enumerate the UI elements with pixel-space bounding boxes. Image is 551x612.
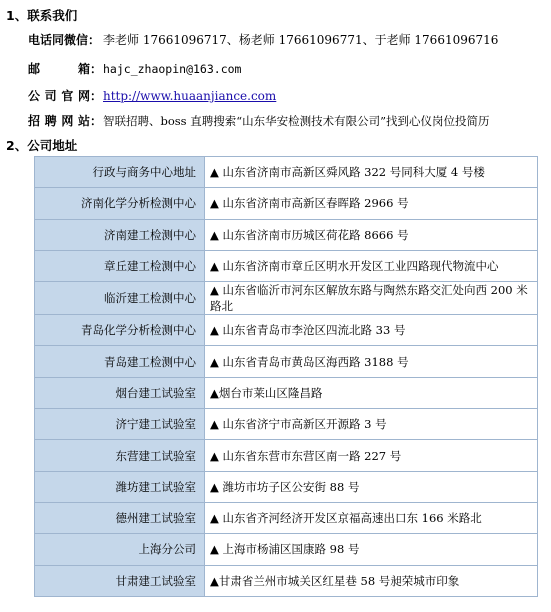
- address-org-cell: 青岛化学分析检测中心: [35, 315, 205, 346]
- address-row: [35, 534, 538, 565]
- address-location-cell: ▲ 山东省济南市高新区春晖路 2966 号: [205, 188, 538, 219]
- address-row: [35, 250, 538, 281]
- address-location-cell: ▲烟台市莱山区隆昌路: [205, 377, 538, 408]
- address-row: [35, 346, 538, 377]
- address-org-cell: 济宁建工试验室: [35, 409, 205, 440]
- address-location-cell: ▲ 潍坊市坊子区公安街 88 号: [205, 471, 538, 502]
- address-row: [35, 315, 538, 346]
- address-org-cell: 烟台建工试验室: [35, 377, 205, 408]
- address-location-cell: ▲ 山东省青岛市黄岛区海西路 3188 号: [205, 346, 538, 377]
- address-org-cell: 东营建工试验室: [35, 440, 205, 471]
- contact-label-phone: 电话同微信：: [28, 33, 101, 47]
- contact-label-recruit: 招聘网站：: [28, 114, 103, 128]
- address-location-cell: ▲ 山东省济南市章丘区明水开发区工业四路现代物流中心: [205, 250, 538, 281]
- address-location-cell: ▲甘肃省兰州市城关区红星巷 58 号昶荣城市印象: [205, 565, 538, 596]
- address-row: [35, 282, 538, 315]
- address-org-cell: 行政与商务中心地址: [35, 157, 205, 188]
- address-location-cell: ▲ 山东省临沂市河东区解放东路与陶然东路交汇处向西 200 米路北: [205, 282, 538, 315]
- address-row: [35, 188, 538, 219]
- contact-row-website: [28, 87, 547, 104]
- address-org-cell: 济南建工检测中心: [35, 219, 205, 250]
- contact-value-phone: 李老师 17661096717、杨老师 17661096771、于老师 17661096716: [103, 33, 499, 47]
- address-location-cell: ▲ 山东省济南市高新区舜风路 322 号同科大厦 4 号楼: [205, 157, 538, 188]
- address-location-cell: ▲ 山东省东营市东营区南一路 227 号: [205, 440, 538, 471]
- address-org-cell: 章丘建工检测中心: [35, 250, 205, 281]
- address-location-cell: ▲ 山东省济宁市高新区开源路 3 号: [205, 409, 538, 440]
- section-title-contact: 1、联系我们: [6, 8, 78, 23]
- address-org-cell: 上海分公司: [35, 534, 205, 565]
- address-row: [35, 471, 538, 502]
- contact-row-phone: [28, 31, 547, 48]
- contact-label-email: 邮箱：: [28, 62, 103, 76]
- address-row: [35, 409, 538, 440]
- contact-row-recruit: [28, 112, 547, 129]
- address-location-cell: ▲ 山东省济南市历城区荷花路 8666 号: [205, 219, 538, 250]
- address-location-cell: ▲ 山东省青岛市李沧区四流北路 33 号: [205, 315, 538, 346]
- address-row: [35, 565, 538, 596]
- address-row: [35, 377, 538, 408]
- address-org-cell: 临沂建工检测中心: [35, 282, 205, 315]
- contact-label-website: 公司官网：: [28, 89, 103, 103]
- address-row: [35, 440, 538, 471]
- address-org-cell: 甘肃建工试验室: [35, 565, 205, 596]
- address-location-cell: ▲ 山东省齐河经济开发区京福高速出口东 166 米路北: [205, 502, 538, 533]
- address-org-cell: 潍坊建工试验室: [35, 471, 205, 502]
- contact-value-recruit: 智联招聘、boss 直聘搜索“山东华安检测技术有限公司”找到心仪岗位投简历: [103, 114, 490, 128]
- address-row: [35, 502, 538, 533]
- address-location-cell: ▲ 上海市杨浦区国康路 98 号: [205, 534, 538, 565]
- contact-row-email: [28, 60, 547, 77]
- address-org-cell: 青岛建工检测中心: [35, 346, 205, 377]
- address-row: [35, 219, 538, 250]
- email-link[interactable]: hajc_zhaopin@163.com: [103, 62, 242, 76]
- section-title-address: 2、公司地址: [6, 138, 78, 153]
- address-table: [34, 156, 538, 597]
- website-link[interactable]: http://www.huaanjiance.com: [103, 89, 277, 103]
- address-row: [35, 157, 538, 188]
- address-org-cell: 济南化学分析检测中心: [35, 188, 205, 219]
- address-org-cell: 德州建工试验室: [35, 502, 205, 533]
